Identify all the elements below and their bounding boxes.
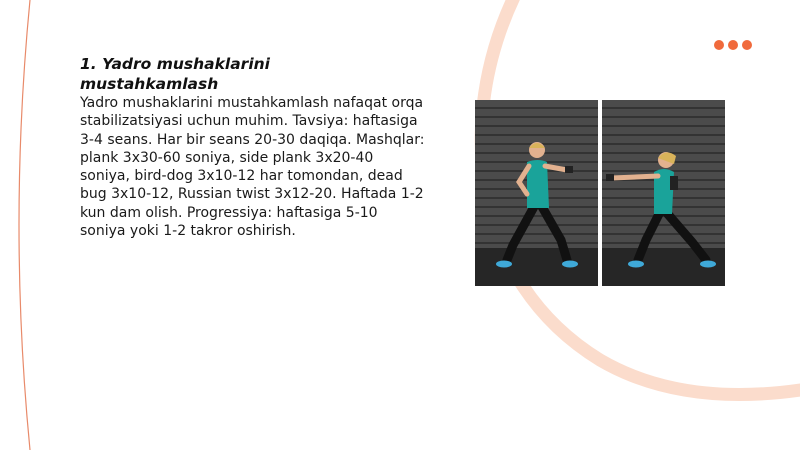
dot-icon [742, 40, 752, 50]
exercise-photo-side [602, 100, 725, 286]
slide-dots [714, 40, 752, 50]
exercise-photo-front [475, 100, 598, 286]
dot-icon [728, 40, 738, 50]
slide-body-text: Yadro mushaklarini mustahkamlash nafaqat orqa stabilizatsiyasi uchun muhim. Tavsiya: haftasiga 3-4 seans. Har bir seans 20-30 daqiqa. Mashqlar: plank 3x30-60 soniya, side plank 3x20-40 soniya, bird-dog 3x10-12 har tomondan, dead bug 3x10-12, Russian twist 3x12-20. Haftada 1-2 kun dam olish. Progressiya: haftasiga 5-10 soniya yoki 1-2 takror oshirish. [80, 95, 425, 240]
left-curve-line [19, 0, 30, 450]
person-woodchop-front-icon [475, 100, 598, 286]
slide-title: 1. Yadro mushaklarini mustahkamlash [80, 55, 270, 93]
person-woodchop-side-icon [602, 100, 725, 286]
dot-icon [714, 40, 724, 50]
